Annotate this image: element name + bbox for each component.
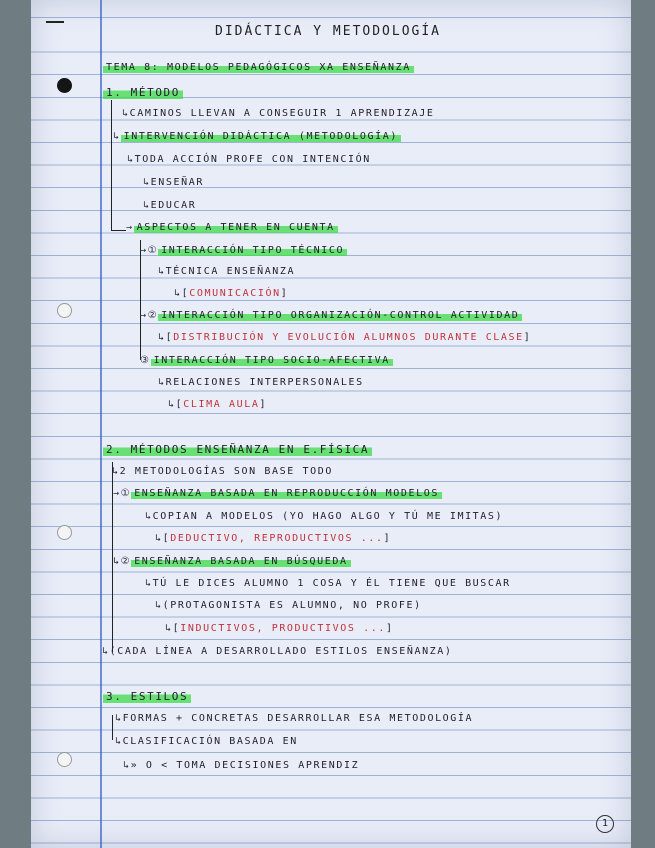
tree-connector	[111, 230, 126, 231]
punch-hole	[57, 525, 72, 540]
note-line: ↳TÉCNICA ENSEÑANZA	[158, 266, 296, 277]
note-line: →① ENSEÑANZA BASADA EN REPRODUCCIÓN MODELOS	[113, 488, 442, 499]
note-line: ↳[CLIMA AULA]	[168, 399, 268, 410]
note-line: ↳CAMINOS LLEVAN A CONSEGUIR 1 APRENDIZAJE	[122, 108, 435, 119]
note-line: ↳COPIAN A MODELOS (YO HAGO ALGO Y TÚ ME IMITAS)	[145, 511, 504, 522]
note-line: ↳[INDUCTIVOS, PRODUCTIVOS ...]	[165, 623, 394, 634]
section-heading: 2. MÉTODOS ENSEÑANZA EN E.FÍSICA	[103, 443, 372, 456]
note-line: ↳[DEDUCTIVO, REPRODUCTIVOS ...]	[155, 533, 392, 544]
note-line: ↳[COMUNICACIÓN]	[174, 288, 289, 299]
note-line: ↳② ENSEÑANZA BASADA EN BÚSQUEDA	[113, 556, 351, 567]
punch-hole	[57, 303, 72, 318]
margin-line	[100, 0, 102, 848]
note-line: ↳TODA ACCIÓN PROFE CON INTENCIÓN	[127, 154, 371, 165]
note-line: ↳RELACIONES INTERPERSONALES	[158, 377, 364, 388]
page-title: DIDÁCTICA Y METODOLOGÍA	[215, 24, 442, 39]
note-line: ↳2 METODOLOGÍAS SON BASE TODO	[112, 466, 333, 477]
note-line: ③ INTERACCIÓN TIPO SOCIO-AFECTIVA	[140, 355, 393, 366]
note-line: →① INTERACCIÓN TIPO TÉCNICO	[140, 245, 347, 256]
section-heading: 3. ESTILOS	[103, 690, 191, 703]
note-line: ↳CLASIFICACIÓN BASADA EN	[115, 736, 298, 747]
note-line: ↳EDUCAR	[143, 200, 197, 211]
note-line: ↳» O < TOMA DECISIONES APRENDIZ	[123, 760, 360, 771]
tree-connector	[111, 100, 112, 230]
note-line: ↳(CADA LÍNEA A DESARROLLADO ESTILOS ENSEÑANZA)	[102, 646, 453, 657]
note-line: ↳ INTERVENCIÓN DIDÁCTICA (METODOLOGÍA)	[113, 131, 401, 142]
punch-hole	[57, 78, 72, 93]
note-line: → ASPECTOS A TENER EN CUENTA	[126, 222, 338, 233]
tree-connector	[140, 240, 141, 360]
note-line: ↳FORMAS + CONCRETAS DESARROLLAR ESA METODOLOGÍA	[115, 713, 474, 724]
note-line: ↳(PROTAGONISTA ES ALUMNO, NO PROFE)	[155, 600, 422, 611]
corner-dash	[46, 21, 64, 23]
note-line: ↳TÚ LE DICES ALUMNO 1 COSA Y ÉL TIENE QUE BUSCAR	[145, 578, 511, 589]
note-line: ↳ENSEÑAR	[143, 177, 204, 188]
tree-connector	[112, 715, 113, 740]
note-line: ↳[DISTRIBUCIÓN Y EVOLUCIÓN ALUMNOS DURANTE CLASE]	[158, 332, 532, 343]
topic-heading: TEMA 8: MODELOS PEDAGÓGICOS XA ENSEÑANZA	[103, 62, 414, 73]
note-line: →② INTERACCIÓN TIPO ORGANIZACIÓN-CONTROL ACTIVIDAD	[140, 310, 522, 321]
page-number: 1	[596, 815, 614, 833]
punch-hole	[57, 752, 72, 767]
section-heading: 1. MÉTODO	[103, 86, 183, 99]
